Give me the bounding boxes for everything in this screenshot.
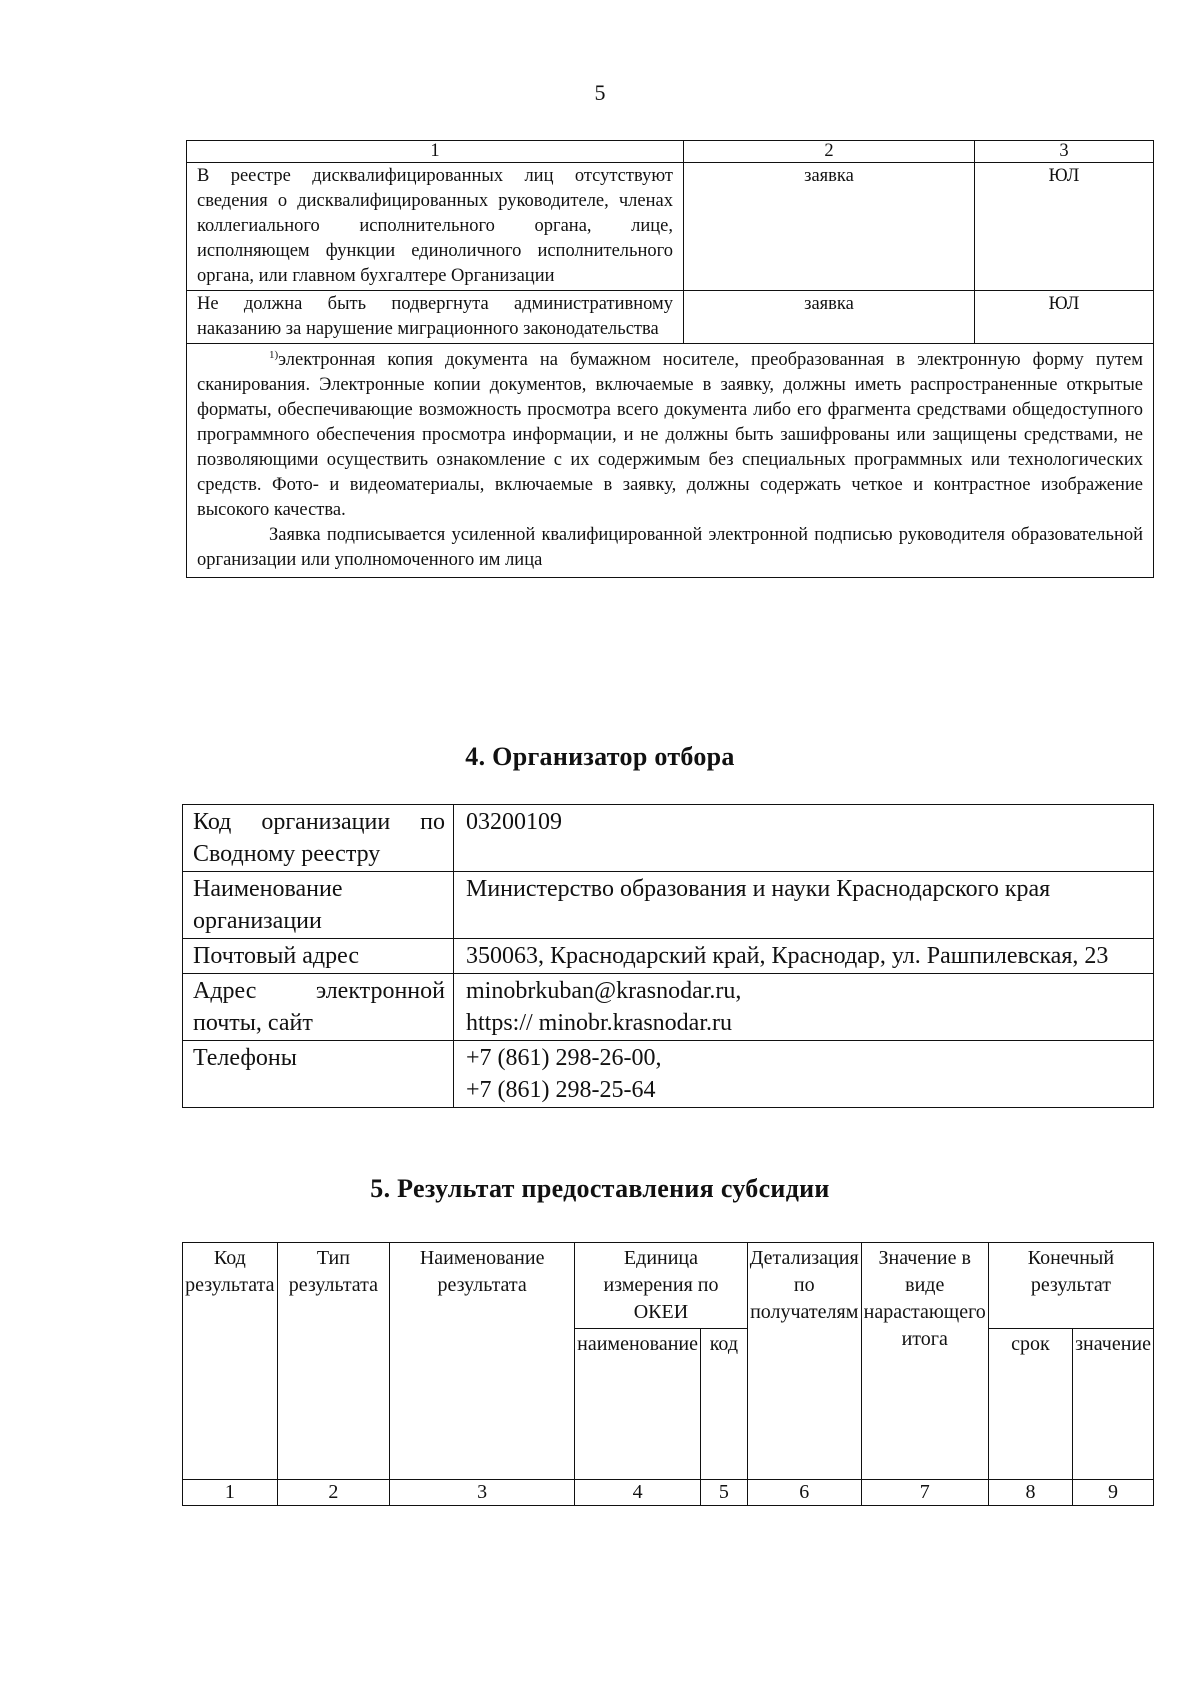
website-url: https:// minobr.krasnodar.ru (466, 1010, 732, 1036)
document-form: заявка (684, 163, 975, 291)
column-number: 4 (575, 1480, 701, 1506)
footnote-mark: 1) (269, 348, 279, 361)
field-label: Наименование организации (183, 872, 454, 939)
column-number-1: 1 (187, 141, 684, 163)
header-result-code: Код результата (183, 1243, 278, 1480)
section-title-organizer: 4. Организатор отбора (465, 742, 735, 771)
column-number: 5 (701, 1480, 748, 1506)
requirement-text: В реестре дисквалифицированных лиц отсутствуют сведения о дисквалифицированных руководителе, членах коллегиального исполнительного органа, лице, исполняющем функции единоличного исполнительного органа, или главном бухгалтере Организации (187, 163, 684, 291)
column-number-2: 2 (684, 141, 975, 163)
header-result-name: Наименование результата (390, 1243, 575, 1480)
applicant-type: ЮЛ (975, 291, 1154, 344)
header-final-value: значение (1073, 1329, 1154, 1480)
requirements-table-continuation (186, 140, 1154, 578)
header-unit-name: наименование (575, 1329, 701, 1480)
field-label: Код организации по Сводному реестру (183, 805, 454, 872)
phones-cell (454, 1041, 1154, 1108)
field-label: Почтовый адрес (183, 939, 454, 974)
organization-name: Министерство образования и науки Краснодарского края (454, 872, 1154, 939)
header-unit-code: код (701, 1329, 748, 1480)
header-result-type: Тип результата (277, 1243, 390, 1480)
column-number: 9 (1073, 1480, 1154, 1506)
header-cumulative: Значение в виде нарастающего итога (861, 1243, 988, 1480)
column-numbers-row (183, 1480, 1154, 1506)
email-address: minobrkuban@krasnodar.ru, (466, 978, 742, 1004)
column-number: 3 (390, 1480, 575, 1506)
document-form: заявка (684, 291, 975, 344)
table-row (183, 939, 1154, 974)
header-unit: Единица измерения по ОКЕИ (575, 1243, 748, 1329)
section-title-result: 5. Результат предоставления субсидии (370, 1174, 830, 1203)
footnote-row (187, 344, 1154, 578)
table-row (183, 1041, 1154, 1108)
postal-address: 350063, Краснодарский край, Краснодар, ул. Рашпилевская, 23 (454, 939, 1154, 974)
footnote-paragraph (197, 348, 1143, 523)
table-row (183, 974, 1154, 1041)
subsidy-result-table (182, 1242, 1154, 1506)
contact-cell (454, 974, 1154, 1041)
page-number: 5 (594, 80, 606, 105)
footnote-cell (187, 344, 1154, 578)
requirement-text: Не должна быть подвергнута административному наказанию за нарушение миграционного законодательства (187, 291, 684, 344)
column-number: 7 (861, 1480, 988, 1506)
signature-note: Заявка подписывается усиленной квалифицированной электронной подписью руководителя образовательной организации или уполномоченного им лица (197, 525, 1143, 570)
table-header-row (183, 1243, 1154, 1329)
phone-number: +7 (861) 298-25-64 (466, 1077, 656, 1103)
column-number-3: 3 (975, 141, 1154, 163)
organizer-table (182, 804, 1154, 1108)
header-final-term: срок (988, 1329, 1072, 1480)
column-number: 1 (183, 1480, 278, 1506)
column-number: 2 (277, 1480, 390, 1506)
header-final-result: Конечный результат (988, 1243, 1153, 1329)
table-row (187, 291, 1154, 344)
header-detail: Детализация по получателям (747, 1243, 861, 1480)
phone-number: +7 (861) 298-26-00, (466, 1045, 662, 1071)
field-label: Адрес электронной почты, сайт (183, 974, 454, 1041)
table-header-row (187, 141, 1154, 163)
organization-code: 03200109 (454, 805, 1154, 872)
table-row (183, 872, 1154, 939)
column-number: 6 (747, 1480, 861, 1506)
table-row (187, 163, 1154, 291)
column-number: 8 (988, 1480, 1072, 1506)
applicant-type: ЮЛ (975, 163, 1154, 291)
footnote-text: электронная копия документа на бумажном носителе, преобразованная в электронную форму путем сканирования. Электронные копии документов, включаемые в заявку, должны иметь распространенные открытые форматы, обеспечивающие возможность просмотра всего документа либо его фрагмента средствами общедоступного программного обеспечения просмотра информации, и не должны быть зашифрованы или защищены средствами, не позволяющими осуществить ознакомление с их содержимым без специальных программных или технологических средств. Фото- и видеоматериалы, включаемые в заявку, должны содержать четкое и контрастное изображение высокого качества. (197, 350, 1143, 520)
table-row (183, 805, 1154, 872)
field-label: Телефоны (183, 1041, 454, 1108)
